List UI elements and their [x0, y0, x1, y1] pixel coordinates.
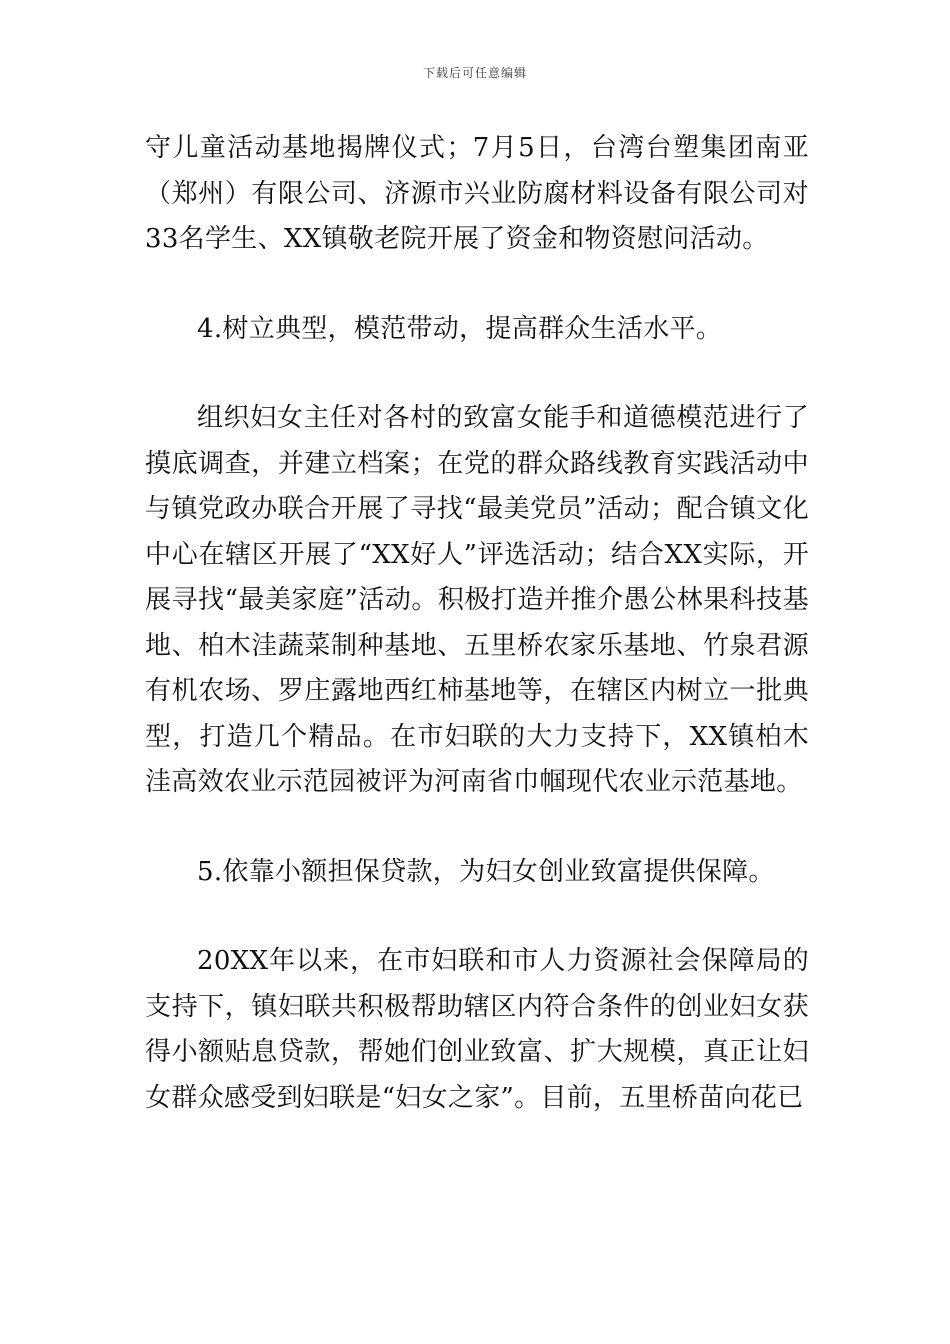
page-header: 下载后可任意编辑: [422, 66, 527, 80]
section-heading-5: 5.依靠小额担保贷款，为妇女创业致富提供保障。: [197, 856, 775, 887]
paragraph-microloans: 20XX年以来，在市妇联和市人力资源社会保障局的支持下，镇妇联共积极帮助辖区内符合条件的创业妇女获得小额贴息贷款，帮她们创业致富、扩大规模，真正让妇女群众感受到妇联是“妇女之家”。目前，五里桥苗向花已: [145, 946, 809, 1113]
paragraph-continuation: 守儿童活动基地揭牌仪式；7月5日，台湾台塑集团南亚（郑州）有限公司、济源市兴业防腐材料设备有限公司对33名学生、XX镇敬老院开展了资金和物资慰问活动。: [145, 133, 809, 254]
section-heading-4: 4.树立典型，模范带动，提高群众生活水平。: [197, 313, 723, 344]
paragraph-role-models: 组织妇女主任对各村的致富女能手和道德模范进行了摸底调查，并建立档案；在党的群众路线教育实践活动中与镇党政办联合开展了寻找“最美党员”活动；配合镇文化中心在辖区开展了“XX好人”评选活动；结合XX实际，开展寻找“最美家庭”活动。积极打造并推介愚公林果科技基地、柏木洼蔬菜制种基地、五里桥农家乐基地、竹泉君源有机农场、罗庄露地西红柿基地等，在辖区内树立一批典型，打造几个精品。在市妇联的大力支持下，XX镇柏木洼高效农业示范园被评为河南省巾帼现代农业示范基地。: [145, 403, 809, 797]
document-body: [145, 126, 809, 1121]
